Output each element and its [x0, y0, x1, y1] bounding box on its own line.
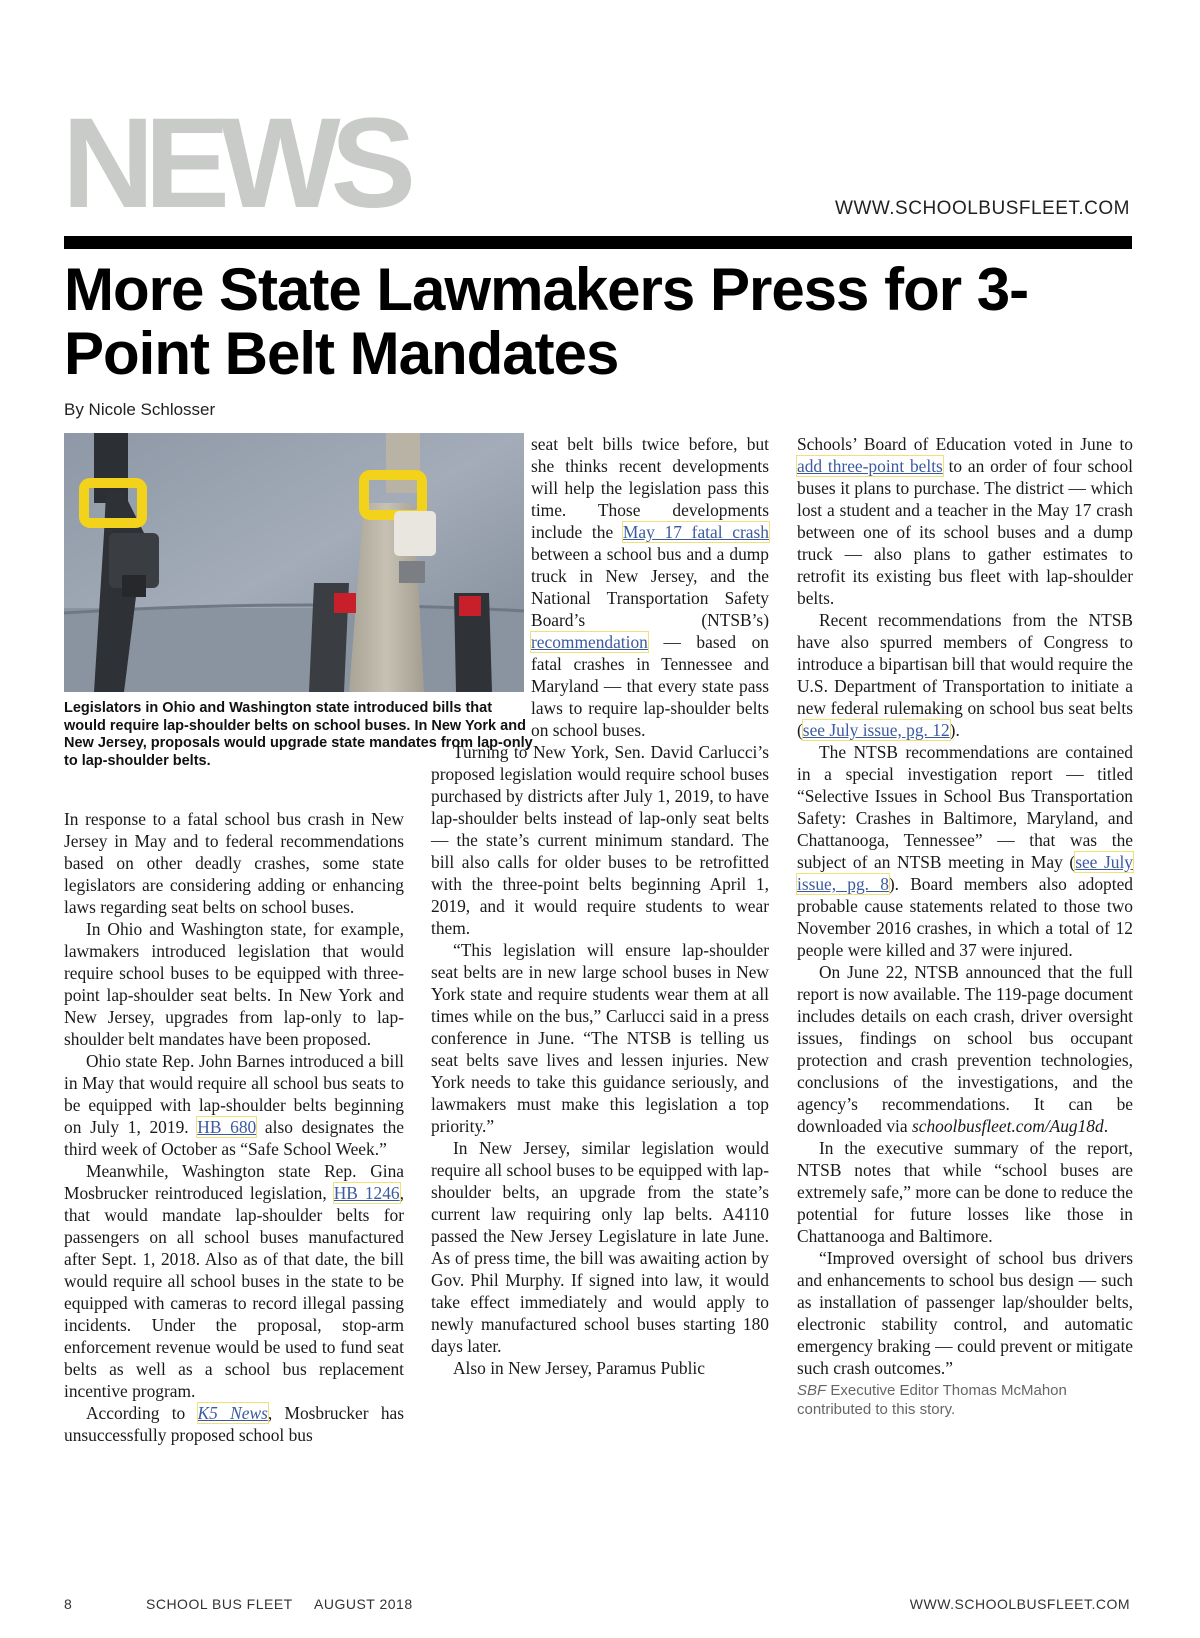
paragraph: According to K5 News, Mosbrucker has unsuccessfully proposed school bus [64, 1403, 405, 1445]
site-url-footer: WWW.SCHOOLBUSFLEET.COM [909, 1596, 1130, 1612]
article-column-2 [431, 433, 769, 1379]
paragraph: seat belt bills twice before, but she thinks recent developments will help the legislation pass this time. Those developments include the May 17 fatal crash between a school bus and a dump truck in New Jersey, and the National Transportation Safety Board’s (NTSB’s) recommendation — based on fatal crashes in Tennessee and Maryland — that every state pass laws to require lap-shoulder belts on school buses. [531, 434, 769, 740]
paragraph: In response to a fatal school bus crash in New Jersey in May and to federal recommendations based on other deadly crashes, some state legislators are considering adding or enhancing laws regarding seat belts on school buses. [64, 809, 404, 917]
paragraph: The NTSB recommendations are contained in a special investigation report — titled “Selective Issues in School Bus Transportation Safety: Crashes in Baltimore, Maryland, and Chattanooga, Tennessee” — that was the subject of an NTSB meeting in May (see July issue, pg. 8). Board members also adopted probable cause statements related to those two November 2016 crashes, in which a total of 12 people were killed and 37 were injured. [797, 742, 1134, 960]
issue-date: AUGUST 2018 [314, 1596, 413, 1612]
paragraph: On June 22, NTSB announced that the full report is now available. The 119-page document includes details on each crash, driver oversight issues, findings on school bus occupant protection and crash prevention technologies, conclusions of the investigations, and the agency’s recommendations. It can be downloaded via schoolbusfleet.com/Aug18d. [797, 962, 1133, 1136]
article-column-3 [797, 433, 1133, 1419]
article-headline: More State Lawmakers Press for 3-Point Belt Mandates [64, 256, 1029, 387]
add-three-point-belts-link[interactable]: add three-point belts [797, 456, 943, 476]
paragraph: Also in New Jersey, Paramus Public [453, 1358, 705, 1378]
paragraph: Recent recommendations from the NTSB have also spurred members of Congress to introduce a bipartisan bill that would require the U.S. Department of Transportation to initiate a new federal rulemaking on school bus seat belts (see July issue, pg. 12). [797, 610, 1133, 740]
photo-caption: Legislators in Ohio and Washington state introduced bills that would require lap-shoulder belts on school buses. In New York and New Jersey, proposals would upgrade state mandates from lap-only to lap-shoulder belts. [64, 700, 533, 769]
article-column-1 [64, 808, 404, 1446]
paragraph: Meanwhile, Washington state Rep. Gina Mosbrucker reintroduced legislation, HB 1246, that would mandate lap-shoulder belts for passengers on all school buses manufactured after Sept. 1, 2018. Also as of that date, the bill would require all school buses in the state to be equipped with cameras to record illegal passing incidents. Under the proposal, stop-arm enforcement revenue would be used to fund seat belts as well as a school bus replacement incentive program. [64, 1161, 404, 1401]
paragraph: Ohio state Rep. John Barnes introduced a bill in May that would require all school bus seats to be equipped with lap-shoulder belts beginning on July 1, 2019. HB 680 also designates the third week of October as “Safe School Week.” [64, 1051, 404, 1159]
page-number: 8 [64, 1596, 73, 1612]
paragraph: In the executive summary of the report, NTSB notes that while “school buses are extremely safe,” more can be done to reduce the potential for future losses like those in Chattanooga and Baltimore. [797, 1138, 1133, 1246]
section-title: NEWS [62, 92, 406, 235]
ntsb-recommendation-link[interactable]: recommendation [531, 632, 648, 652]
paragraph: Schools’ Board of Education voted in June to add three-point belts to an order of four school buses it plans to purchase. The district — which lost a student and a teacher in the May 17 crash between one of its school buses and a dump truck — also plans to gather estimates to retrofit its existing bus fleet with lap-shoulder belts. [797, 434, 1133, 608]
magazine-name: SCHOOL BUS FLEET [146, 1596, 293, 1612]
k5-news-link[interactable]: K5 News [197, 1403, 268, 1423]
july-issue-pg8-link[interactable]: see July issue, pg. 8 [797, 852, 1134, 894]
byline: By Nicole Schlosser [64, 400, 216, 419]
paragraph: In New Jersey, similar legislation would require all school buses to be equipped with lap-shoulder belts, an upgrade from the state’s current law requiring only lap belts. A4110 passed the New Jersey Legislature in late June. As of press time, the bill was awaiting action by Gov. Phil Murphy. If signed into law, it would take effect immediately and would apply to newly manufactured school buses starting 180 days later. [431, 1138, 769, 1356]
report-url: schoolbusfleet.com/Aug18d [911, 1116, 1104, 1136]
july-issue-pg12-link[interactable]: see July issue, pg. 12 [802, 720, 950, 740]
may-17-fatal-crash-link[interactable]: May 17 fatal crash [622, 522, 769, 542]
hb-1246-link[interactable]: HB 1246 [333, 1183, 400, 1203]
paragraph: In Ohio and Washington state, for example, lawmakers introduced legislation that would require school buses to be equipped with three-point lap-shoulder seat belts. In New York and New Jersey, upgrades from lap-only to lap-shoulder belt mandates have been proposed. [64, 919, 404, 1049]
header-rule [64, 236, 1132, 249]
paragraph: “This legislation will ensure lap-shoulder seat belts are in new large school buses in New York state and require students wear them at all times while on the bus,” Carlucci said in a press conference in June. “The NTSB is telling us seat belts save lives and lessen injuries. New York needs to take this guidance seriously, and lawmakers must make this legislation a top priority.” [431, 940, 769, 1136]
paragraph: “Improved oversight of school bus drivers and enhancements to school bus design — such as installation of passenger lap/shoulder belts, electronic stability control, and automatic emergency braking — could prevent or mitigate such crash outcomes.” [797, 1248, 1133, 1378]
contributor-credit: SBF Executive Editor Thomas McMahon contributed to this story. [797, 1382, 1067, 1418]
site-url-header: WWW.SCHOOLBUSFLEET.COM [835, 198, 1130, 219]
paragraph: Turning to New York, Sen. David Carlucci’s proposed legislation would require school buses purchased by districts after July 1, 2019, to have lap-shoulder belts instead of lap-only seat belts — the state’s current minimum standard. The bill also calls for older buses to be retrofitted with the three-point belts beginning April 1, 2019, and it would require students to wear them. [431, 742, 769, 938]
hb-680-link[interactable]: HB 680 [197, 1117, 257, 1137]
